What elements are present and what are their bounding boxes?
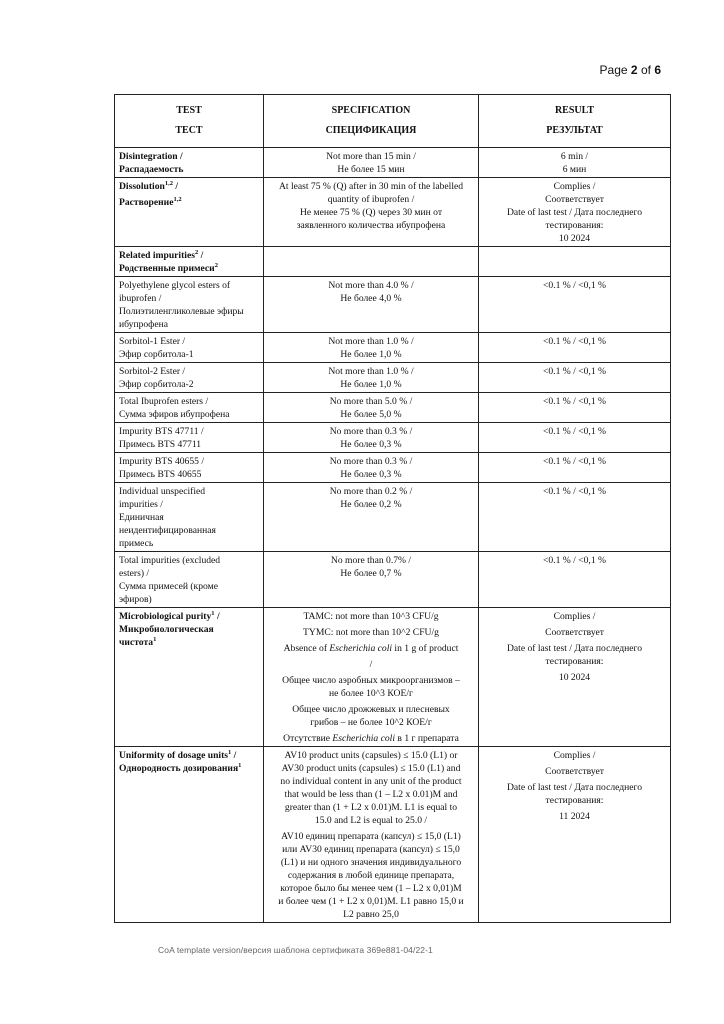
table-row bbox=[115, 333, 671, 363]
footer-template-version: CoA template version/версия шаблона сертификата 369e881-04/22-1 bbox=[158, 945, 433, 955]
test-peg-esters: Polyethylene glycol esters of ibuprofen / Полиэтиленгликолевые эфиры ибупрофена bbox=[115, 277, 264, 333]
table-row bbox=[115, 148, 671, 178]
spec-total-impurities: No more than 0.7% / Не более 0,7 % bbox=[264, 552, 479, 608]
table-row bbox=[115, 363, 671, 393]
header-test: TEST ТЕСТ bbox=[115, 95, 264, 148]
table-row bbox=[115, 483, 671, 552]
table-header-row bbox=[115, 95, 671, 148]
result-individual-impurities: <0.1 % / <0,1 % bbox=[479, 483, 671, 552]
result-bts-40655: <0.1 % / <0,1 % bbox=[479, 453, 671, 483]
table-row bbox=[115, 423, 671, 453]
result-sorbitol-2: <0.1 % / <0,1 % bbox=[479, 363, 671, 393]
page-number: Page 2 of 6 bbox=[599, 63, 661, 77]
table-row bbox=[115, 178, 671, 247]
spec-bts-40655: No more than 0.3 % / Не более 0,3 % bbox=[264, 453, 479, 483]
result-sorbitol-1: <0.1 % / <0,1 % bbox=[479, 333, 671, 363]
spec-microbiological-purity: TAMC: not more than 10^3 CFU/g TYMC: not more than 10^2 CFU/g Absence of Escherichia coli in 1 g of product / Общее число аэробных микроорганизмов – не более 10^3 КОЕ/г Общее число дрожжевых и плесневых грибов – не более 10^2 КОЕ/г Отсутствие Escherichia coli в 1 г препарата bbox=[264, 608, 479, 747]
test-dissolution: Dissolution$^{1,2}$ / Растворение$^{1,2}$ bbox=[115, 178, 264, 247]
result-uniformity-dosage: Complies / Соответствует Date of last test / Дата последнего тестирования: 11 2024 bbox=[479, 747, 671, 923]
test-individual-impurities: Individual unspecified impurities / Единичная неидентифицированная примесь bbox=[115, 483, 264, 552]
test-bts-47711: Impurity BTS 47711 / Примесь BTS 47711 bbox=[115, 423, 264, 453]
table-row bbox=[115, 277, 671, 333]
spec-bts-47711: No more than 0.3 % / Не более 0,3 % bbox=[264, 423, 479, 453]
header-result: RESULT РЕЗУЛЬТАТ bbox=[479, 95, 671, 148]
spec-dissolution: At least 75 % (Q) after in 30 min of the labelled quantity of ibuprofen / Не менее 75 % (Q) через 30 мин от заявленного количества ибупрофена bbox=[264, 178, 479, 247]
spec-total-esters: No more than 5.0 % / Не более 5,0 % bbox=[264, 393, 479, 423]
test-related-impurities: Related impurities$^2$ / Родственные примеси$^2$ bbox=[115, 247, 264, 277]
table-row bbox=[115, 552, 671, 608]
result-total-impurities: <0.1 % / <0,1 % bbox=[479, 552, 671, 608]
header-specification: SPECIFICATION СПЕЦИФИКАЦИЯ bbox=[264, 95, 479, 148]
table-row bbox=[115, 247, 671, 277]
table-row bbox=[115, 608, 671, 747]
spec-individual-impurities: No more than 0.2 % / Не более 0,2 % bbox=[264, 483, 479, 552]
result-disintegration: 6 min / 6 мин bbox=[479, 148, 671, 178]
table-row bbox=[115, 453, 671, 483]
result-microbiological-purity: Complies / Соответствует Date of last test / Дата последнего тестирования: 10 2024 bbox=[479, 608, 671, 747]
test-bts-40655: Impurity BTS 40655 / Примесь BTS 40655 bbox=[115, 453, 264, 483]
spec-peg-esters: Not more than 4.0 % / Не более 4,0 % bbox=[264, 277, 479, 333]
result-bts-47711: <0.1 % / <0,1 % bbox=[479, 423, 671, 453]
table-row bbox=[115, 393, 671, 423]
result-total-esters: <0.1 % / <0,1 % bbox=[479, 393, 671, 423]
test-microbiological-purity: Microbiological purity$^1$ / Микробиологическая чистота$^1$ bbox=[115, 608, 264, 747]
result-peg-esters: <0.1 % / <0,1 % bbox=[479, 277, 671, 333]
spec-sorbitol-2: Not more than 1.0 % / Не более 1,0 % bbox=[264, 363, 479, 393]
test-sorbitol-2: Sorbitol-2 Ester / Эфир сорбитола-2 bbox=[115, 363, 264, 393]
test-total-esters: Total Ibuprofen esters / Сумма эфиров ибупрофена bbox=[115, 393, 264, 423]
test-sorbitol-1: Sorbitol-1 Ester / Эфир сорбитола-1 bbox=[115, 333, 264, 363]
test-uniformity-dosage: Uniformity of dosage units$^1$ / Однородность дозирования$^1$ bbox=[115, 747, 264, 923]
spec-disintegration: Not more than 15 min / Не более 15 мин bbox=[264, 148, 479, 178]
test-disintegration: Disintegration / Распадаемость bbox=[115, 148, 264, 178]
test-total-impurities: Total impurities (excluded esters) / Сумма примесей (кроме эфиров) bbox=[115, 552, 264, 608]
result-dissolution: Complies / Соответствует Date of last test / Дата последнего тестирования: 10 2024 bbox=[479, 178, 671, 247]
table-row bbox=[115, 747, 671, 923]
spec-sorbitol-1: Not more than 1.0 % / Не более 1,0 % bbox=[264, 333, 479, 363]
spec-uniformity-dosage: AV10 product units (capsules) ≤ 15.0 (L1) or AV30 product units (capsules) ≤ 15.0 (L1) and no individual content in any unit of the product that would be less than (1 – L2 x 0.01)M and greater than (1 + L2 x 0.01)M. L1 is equal to 15.0 and L2 is equal to 25.0 / AV10 единиц препарата (капсул) ≤ 15,0 (L1) или AV30 единиц препарата (капсул) ≤ 15,0 (L1) и ни одного значения индивидуального содержания в любой единице препарата, которое было бы менее чем (1 – L2 x 0,01)M и более чем (1 + L2 x 0,01)M. L1 равно 15,0 и L2 равно 25,0 bbox=[264, 747, 479, 923]
specification-table bbox=[114, 94, 671, 923]
